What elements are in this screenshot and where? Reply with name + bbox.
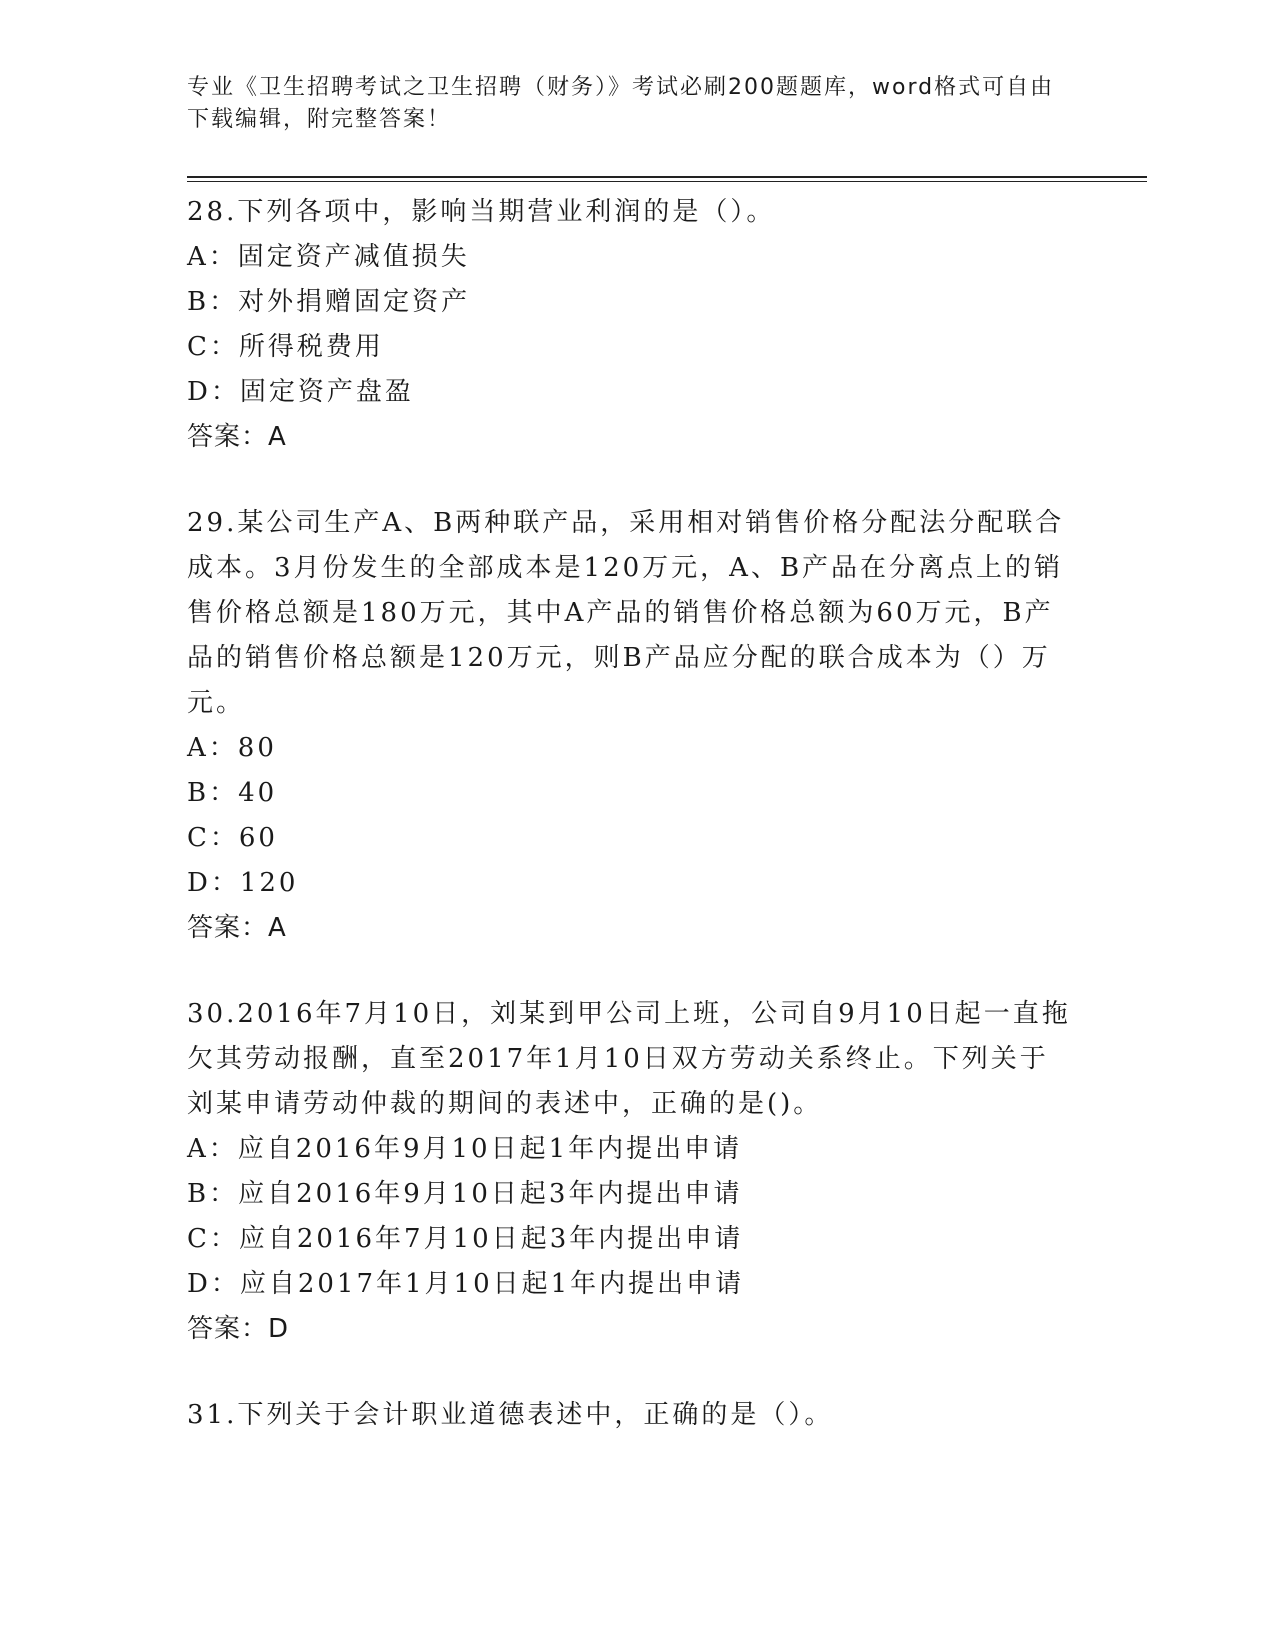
answer: 答案：A [187,913,287,943]
option-d: D：120 [187,868,299,898]
question-30 [187,992,1147,1352]
option-a: A：固定资产减值损失 [187,242,470,272]
option-a: A：80 [187,733,277,763]
header-divider-thick [187,176,1147,178]
option-b: B：40 [187,778,278,808]
option-d: D：固定资产盘盈 [187,377,414,407]
question-28 [187,190,1147,460]
header-divider-thin [187,181,1147,182]
option-a: A：应自2016年9月10日起1年内提出申请 [187,1134,743,1164]
option-b: B：应自2016年9月10日起3年内提出申请 [187,1179,743,1209]
question-stem: 28.下列各项中，影响当期营业利润的是（）。 [187,197,776,227]
document-page [187,72,1147,1438]
document-header: 专业《卫生招聘考试之卫生招聘（财务）》考试必刷200题题库，word格式可自由下载编辑，附完整答案！ [187,75,1055,132]
option-b: B：对外捐赠固定资产 [187,287,471,317]
option-d: D：应自2017年1月10日起1年内提出申请 [187,1269,745,1299]
option-c: C：应自2016年7月10日起3年内提出申请 [187,1224,744,1254]
option-c: C：60 [187,823,278,853]
question-stem: 29.某公司生产A、B两种联产品，采用相对销售价格分配法分配联合成本。3月份发生的全部成本是120万元，A、B产品在分离点上的销售价格总额是180万元，其中A产品的销售价格总额为60万元，B产品的销售价格总额是120万元，则B产品应分配的联合成本为（）万元。 [187,508,1065,718]
question-31 [187,1393,1147,1438]
question-29 [187,501,1147,951]
answer: 答案：D [187,1314,290,1344]
question-stem: 30.2016年7月10日，刘某到甲公司上班，公司自9月10日起一直拖欠其劳动报酬，直至2017年1月10日双方劳动关系终止。下列关于刘某申请劳动仲裁的期间的表述中，正确的是()。 [187,999,1071,1119]
question-stem: 31.下列关于会计职业道德表述中，正确的是（）。 [187,1400,834,1430]
option-c: C：所得税费用 [187,332,384,362]
answer: 答案：A [187,422,287,452]
